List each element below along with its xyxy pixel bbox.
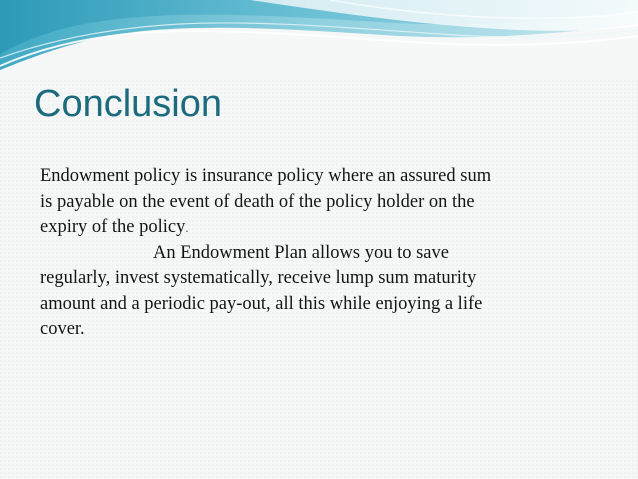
- body-line: Endowment policy is insurance policy where an assured sum: [40, 166, 492, 186]
- body-line: amount and a periodic pay-out, all this while enjoying a life: [40, 293, 483, 314]
- slide-title: Conclusion: [34, 83, 222, 125]
- period-mark: .: [185, 220, 189, 235]
- body-line: regularly, invest systematically, receive lump sum maturity: [40, 268, 477, 288]
- body-line-indented: An Endowment Plan allows you to save: [153, 242, 449, 263]
- body-text: [40, 164, 600, 343]
- body-line: is payable on the event of death of the policy holder on the: [40, 191, 475, 212]
- body-line: cover.: [40, 319, 85, 339]
- wave-header-decoration: [0, 0, 638, 80]
- body-line: [40, 215, 600, 241]
- body-line-text: expiry of the policy: [40, 217, 186, 237]
